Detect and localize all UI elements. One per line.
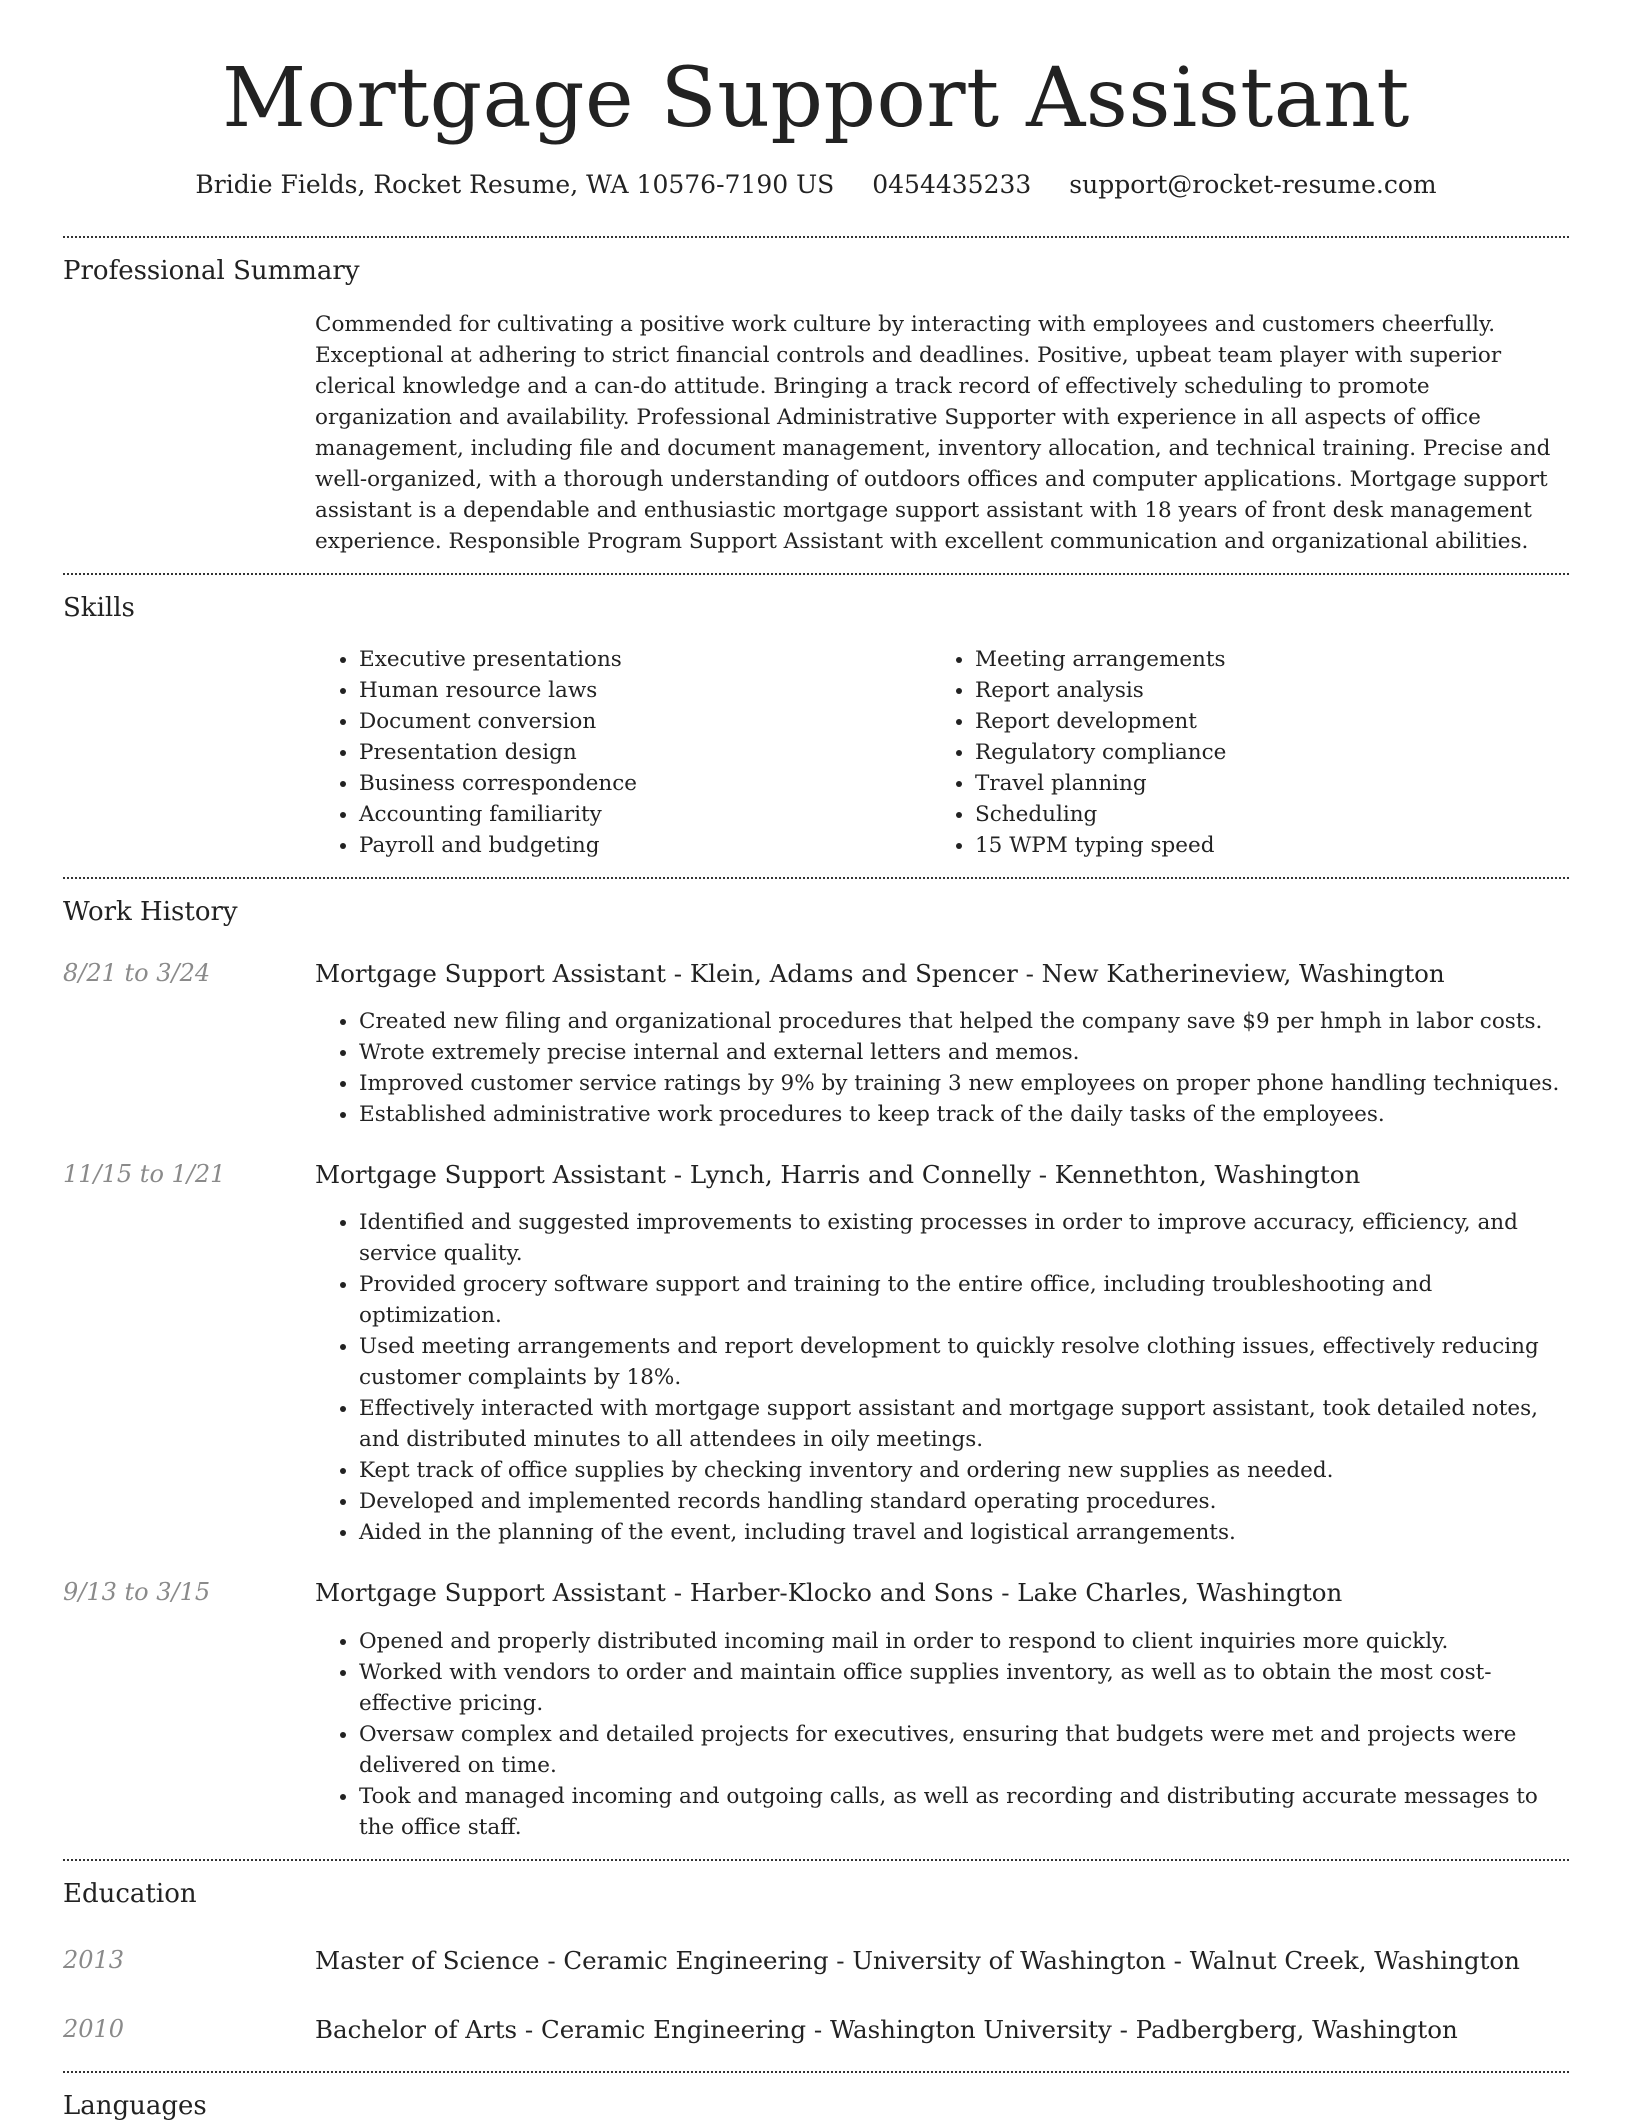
job-bullet: • Effectively interacted with mortgage support assistant and mortgage support assistant, took detailed notes, and distributed minutes to all attendees in oily meetings. [359, 1393, 1569, 1455]
languages-section [63, 2073, 1569, 2122]
skill-item: • Travel planning [975, 768, 1547, 799]
job-bullet: • Developed and implemented records handling standard operating procedures. [359, 1486, 1569, 1517]
section-heading-work-history: Work History [63, 897, 238, 928]
skill-item: • Human resource laws [359, 675, 931, 706]
job-bullet: • Wrote extremely precise internal and external letters and memos. [359, 1037, 1569, 1068]
job-entry [63, 959, 1569, 1130]
job-body [315, 959, 1569, 1130]
education-entry [63, 1946, 1569, 1975]
contact-email: support@rocket-resume.com [1069, 170, 1437, 199]
job-bullet: • Opened and properly distributed incoming mail in order to respond to client inquiries more quickly. [359, 1626, 1569, 1657]
education-section [63, 1861, 1569, 2045]
job-title: Mortgage Support Assistant - Klein, Adams and Spencer - New Katherineview, Washington [315, 958, 1445, 988]
skill-item: • Meeting arrangements [975, 644, 1547, 675]
contact-phone: 0454435233 [872, 170, 1032, 199]
job-bullet: • Established administrative work procedures to keep track of the daily tasks of the employees. [359, 1099, 1569, 1130]
skills-section [63, 575, 1569, 861]
job-bullet: • Oversaw complex and detailed projects for executives, ensuring that budgets were met and projects were delivered on time. [359, 1719, 1569, 1781]
job-bullet: • Kept track of office supplies by checking inventory and ordering new supplies as needed. [359, 1455, 1569, 1486]
skills-list-right [931, 644, 1547, 861]
skills-list-left [315, 644, 931, 861]
job-dates: 9/13 to 3/15 [63, 1578, 211, 1607]
contact-address: Bridie Fields, Rocket Resume, WA 10576-7190 US [195, 170, 835, 199]
job-bullets [315, 1006, 1569, 1130]
job-bullet: • Improved customer service ratings by 9% by training 3 new employees on proper phone handling techniques. [359, 1068, 1569, 1099]
job-body [315, 1160, 1569, 1548]
education-title: Master of Science - Ceramic Engineering - University of Washington - Walnut Creek, Washington [315, 1945, 1520, 1975]
skill-item: • Report development [975, 706, 1547, 737]
skill-item: • Presentation design [359, 737, 931, 768]
education-title: Bachelor of Arts - Ceramic Engineering - Washington University - Padbergberg, Washington [315, 2015, 1458, 2045]
contact-line [63, 170, 1569, 200]
section-heading-education: Education [63, 1878, 197, 1909]
job-bullet: • Aided in the planning of the event, including travel and logistical arrangements. [359, 1517, 1569, 1548]
skill-item: • Payroll and budgeting [359, 830, 931, 861]
skill-item: • Report analysis [975, 675, 1547, 706]
job-bullets [315, 1626, 1569, 1843]
summary-text: Commended for cultivating a positive work culture by interacting with employees and customers cheerfully. Exceptional at adhering to strict financial controls and deadlines. Positive, upbeat team player with superior clerical knowledge and a can-do attitude. Bringing a track record of effectively scheduling to promote organization and availability. Professional Administrative Supporter with experience in all aspects of office management, including file and document management, inventory allocation, and technical training. Precise and well-organized, with a thorough understanding of outdoors offices and computer applications. Mortgage support assistant is a dependable and enthusiastic mortgage support assistant with 18 years of front desk management experience. Responsible Program Support Assistant with excellent communication and organizational abilities. [315, 312, 1551, 555]
job-dates: 11/15 to 1/21 [63, 1159, 226, 1188]
education-year: 2010 [63, 2015, 125, 2044]
skill-item: • Scheduling [975, 799, 1547, 830]
resume-name: Mortgage Support Assistant [222, 51, 1410, 146]
job-bullet: • Created new filing and organizational procedures that helped the company save $9 per hmph in labor costs. [359, 1006, 1569, 1037]
skill-item: • Accounting familiarity [359, 799, 931, 830]
skills-columns [315, 644, 1569, 861]
skill-item: • Regulatory compliance [975, 737, 1547, 768]
job-bullet: • Worked with vendors to order and maintain office supplies inventory, as well as to obtain the most cost-effective pricing. [359, 1657, 1569, 1719]
section-heading-summary: Professional Summary [63, 256, 360, 286]
summary-section [63, 238, 1569, 557]
job-bullets [315, 1207, 1569, 1548]
skill-item: • Executive presentations [359, 644, 931, 675]
skill-item: • 15 WPM typing speed [975, 830, 1547, 861]
job-bullet: • Took and managed incoming and outgoing calls, as well as recording and distributing accurate messages to the office staff. [359, 1781, 1569, 1843]
job-bullet: • Used meeting arrangements and report development to quickly resolve clothing issues, effectively reducing customer complaints by 18%. [359, 1331, 1569, 1393]
work-history-section [63, 879, 1569, 1842]
job-title: Mortgage Support Assistant - Lynch, Harris and Connelly - Kennethton, Washington [315, 1159, 1361, 1189]
section-heading-skills: Skills [63, 593, 135, 624]
job-entry [63, 1160, 1569, 1548]
section-heading-languages: Languages [63, 2090, 207, 2121]
job-title: Mortgage Support Assistant - Harber-Klocko and Sons - Lake Charles, Washington [315, 1578, 1343, 1608]
job-bullet: • Provided grocery software support and training to the entire office, including troubleshooting and optimization. [359, 1269, 1569, 1331]
skill-item: • Business correspondence [359, 768, 931, 799]
job-entry [63, 1578, 1569, 1842]
job-dates: 8/21 to 3/24 [63, 958, 211, 987]
job-body [315, 1578, 1569, 1842]
skill-item: • Document conversion [359, 706, 931, 737]
job-bullet: • Identified and suggested improvements to existing processes in order to improve accuracy, efficiency, and service quality. [359, 1207, 1569, 1269]
education-entry [63, 2015, 1569, 2044]
education-year: 2013 [63, 1945, 125, 1974]
